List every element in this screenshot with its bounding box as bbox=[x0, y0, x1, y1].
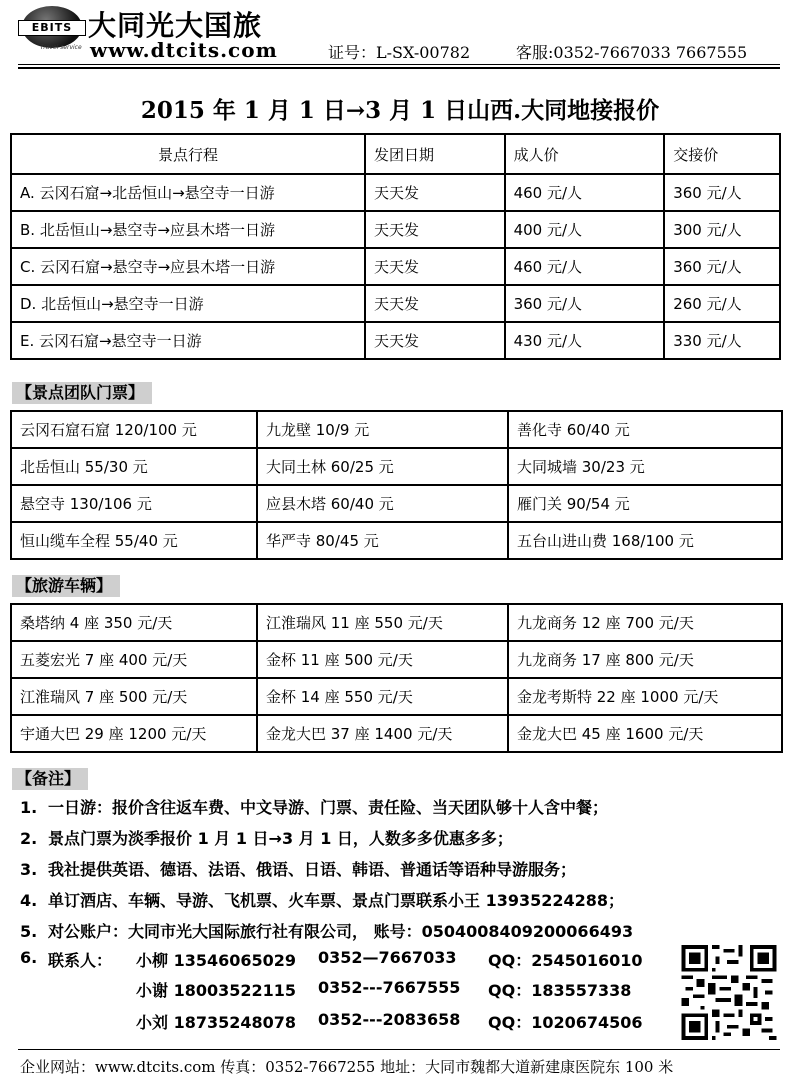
contact-name: 小谢 18003522115 bbox=[136, 981, 297, 1000]
price-table-header bbox=[11, 134, 780, 174]
date-cell: 天天发 bbox=[365, 322, 505, 359]
notes-section-label: 【备注】 bbox=[12, 768, 88, 790]
table-row bbox=[11, 641, 782, 678]
date-cell: 天天发 bbox=[365, 174, 505, 211]
route-cell: E. 云冈石窟→悬空寺一日游 bbox=[11, 322, 365, 359]
vehicles-section-label: 【旅游车辆】 bbox=[12, 575, 120, 597]
footer-divider bbox=[18, 1049, 780, 1050]
header-divider-thick bbox=[18, 67, 780, 69]
note-number: 1. bbox=[20, 798, 38, 817]
table-row bbox=[11, 448, 782, 485]
ticket-cell: 雁门关 90/54 元 bbox=[508, 485, 782, 522]
header-divider bbox=[18, 64, 780, 65]
company-name: 大同光大国旅 bbox=[88, 9, 263, 42]
header-cell: 成人价 bbox=[505, 134, 665, 174]
logo-subtitle: Travel service bbox=[40, 44, 82, 51]
vehicle-cell: 金龙考斯特 22 座 1000 元/天 bbox=[508, 678, 782, 715]
contact-phone: 0352—7667033 bbox=[318, 948, 457, 967]
table-row bbox=[11, 211, 780, 248]
vehicles-table bbox=[10, 603, 783, 753]
price-table bbox=[10, 133, 781, 360]
table-row bbox=[11, 522, 782, 559]
table-row bbox=[11, 174, 780, 211]
table-row bbox=[11, 411, 782, 448]
vehicle-cell: 桑塔纳 4 座 350 元/天 bbox=[11, 604, 257, 641]
ticket-cell: 悬空寺 130/106 元 bbox=[11, 485, 257, 522]
ticket-cell: 北岳恒山 55/30 元 bbox=[11, 448, 257, 485]
footer-info: 企业网站：www.dtcits.com 传真：0352-7667255 地址：大同市魏都大道新建康医院东 100 米 bbox=[20, 1058, 674, 1076]
contact-qq: QQ：183557338 bbox=[488, 981, 632, 1000]
vehicle-cell: 九龙商务 17 座 800 元/天 bbox=[508, 641, 782, 678]
note-item bbox=[20, 919, 790, 950]
ticket-cell: 善化寺 60/40 元 bbox=[508, 411, 782, 448]
contact-number: 6. bbox=[20, 948, 38, 967]
adult-price-cell: 430 元/人 bbox=[505, 322, 665, 359]
note-item bbox=[20, 795, 790, 826]
note-number: 4. bbox=[20, 891, 38, 910]
vehicle-cell: 九龙商务 12 座 700 元/天 bbox=[508, 604, 782, 641]
ticket-cell: 云冈石窟石窟 120/100 元 bbox=[11, 411, 257, 448]
contact-qq: QQ：1020674506 bbox=[488, 1013, 643, 1032]
header-cell: 交接价 bbox=[664, 134, 780, 174]
website: www.dtcits.com bbox=[90, 38, 278, 62]
note-text: 对公账户：大同市光大国际旅行社有限公司， 账号：0504008409200066493 bbox=[48, 922, 634, 941]
page-title: 2015 年 1 月 1 日→3 月 1 日山西.大同地接报价 bbox=[140, 97, 660, 124]
note-number: 5. bbox=[20, 922, 38, 941]
agent-price-cell: 360 元/人 bbox=[664, 174, 780, 211]
note-item bbox=[20, 888, 790, 919]
date-cell: 天天发 bbox=[365, 211, 505, 248]
header-cell: 景点行程 bbox=[11, 134, 365, 174]
contact-name: 小刘 18735248078 bbox=[136, 1013, 297, 1032]
tickets-section-label: 【景点团队门票】 bbox=[12, 382, 152, 404]
note-item bbox=[20, 857, 790, 888]
header-cell: 发团日期 bbox=[365, 134, 505, 174]
note-text: 我社提供英语、德语、法语、俄语、日语、韩语、普通话等语种导游服务； bbox=[48, 860, 577, 879]
table-row bbox=[11, 285, 780, 322]
license-number: 证号：L-SX-00782 bbox=[328, 43, 471, 62]
ticket-cell: 华严寺 80/45 元 bbox=[257, 522, 508, 559]
vehicle-cell: 江淮瑞风 11 座 550 元/天 bbox=[257, 604, 508, 641]
note-number: 2. bbox=[20, 829, 38, 848]
table-row bbox=[11, 715, 782, 752]
tickets-table bbox=[10, 410, 783, 560]
ticket-cell: 五台山进山费 168/100 元 bbox=[508, 522, 782, 559]
vehicle-cell: 五菱宏光 7 座 400 元/天 bbox=[11, 641, 257, 678]
vehicle-cell: 江淮瑞风 7 座 500 元/天 bbox=[11, 678, 257, 715]
ticket-cell: 恒山缆车全程 55/40 元 bbox=[11, 522, 257, 559]
note-item bbox=[20, 826, 790, 857]
route-cell: A. 云冈石窟→北岳恒山→悬空寺一日游 bbox=[11, 174, 365, 211]
contact-phone: 0352---7667555 bbox=[318, 978, 461, 997]
date-cell: 天天发 bbox=[365, 285, 505, 322]
vehicle-cell: 金龙大巴 45 座 1600 元/天 bbox=[508, 715, 782, 752]
customer-service: 客服:0352-7667033 7667555 bbox=[516, 43, 748, 62]
vehicle-cell: 金龙大巴 37 座 1400 元/天 bbox=[257, 715, 508, 752]
table-row bbox=[11, 604, 782, 641]
date-cell: 天天发 bbox=[365, 248, 505, 285]
agent-price-cell: 260 元/人 bbox=[664, 285, 780, 322]
contact-label: 联系人： bbox=[48, 951, 113, 970]
qr-code-icon bbox=[680, 945, 778, 1040]
table-row bbox=[11, 248, 780, 285]
vehicle-cell: 金杯 11 座 500 元/天 bbox=[257, 641, 508, 678]
ticket-cell: 大同城墙 30/23 元 bbox=[508, 448, 782, 485]
contact-qq: QQ：2545016010 bbox=[488, 951, 643, 970]
logo-text: EBITS bbox=[18, 20, 86, 36]
adult-price-cell: 460 元/人 bbox=[505, 174, 665, 211]
table-row bbox=[11, 485, 782, 522]
note-text: 一日游：报价含往返车费、中文导游、门票、责任险、当天团队够十人含中餐； bbox=[48, 798, 609, 817]
table-row bbox=[11, 678, 782, 715]
vehicle-cell: 宇通大巴 29 座 1200 元/天 bbox=[11, 715, 257, 752]
ticket-cell: 应县木塔 60/40 元 bbox=[257, 485, 508, 522]
ticket-cell: 大同土林 60/25 元 bbox=[257, 448, 508, 485]
vehicle-cell: 金杯 14 座 550 元/天 bbox=[257, 678, 508, 715]
route-cell: C. 云冈石窟→悬空寺→应县木塔一日游 bbox=[11, 248, 365, 285]
route-cell: B. 北岳恒山→悬空寺→应县木塔一日游 bbox=[11, 211, 365, 248]
route-cell: D. 北岳恒山→悬空寺一日游 bbox=[11, 285, 365, 322]
adult-price-cell: 400 元/人 bbox=[505, 211, 665, 248]
note-text: 景点门票为淡季报价 1 月 1 日→3 月 1 日，人数多多优惠多多； bbox=[48, 829, 513, 848]
note-number: 3. bbox=[20, 860, 38, 879]
contact-phone: 0352---2083658 bbox=[318, 1010, 461, 1029]
adult-price-cell: 460 元/人 bbox=[505, 248, 665, 285]
adult-price-cell: 360 元/人 bbox=[505, 285, 665, 322]
table-row bbox=[11, 322, 780, 359]
agent-price-cell: 330 元/人 bbox=[664, 322, 780, 359]
note-text: 单订酒店、车辆、导游、飞机票、火车票、景点门票联系小王 13935224288； bbox=[48, 891, 625, 910]
ticket-cell: 九龙壁 10/9 元 bbox=[257, 411, 508, 448]
contact-name: 小柳 13546065029 bbox=[136, 951, 297, 970]
agent-price-cell: 360 元/人 bbox=[664, 248, 780, 285]
agent-price-cell: 300 元/人 bbox=[664, 211, 780, 248]
notes-list bbox=[20, 795, 790, 950]
